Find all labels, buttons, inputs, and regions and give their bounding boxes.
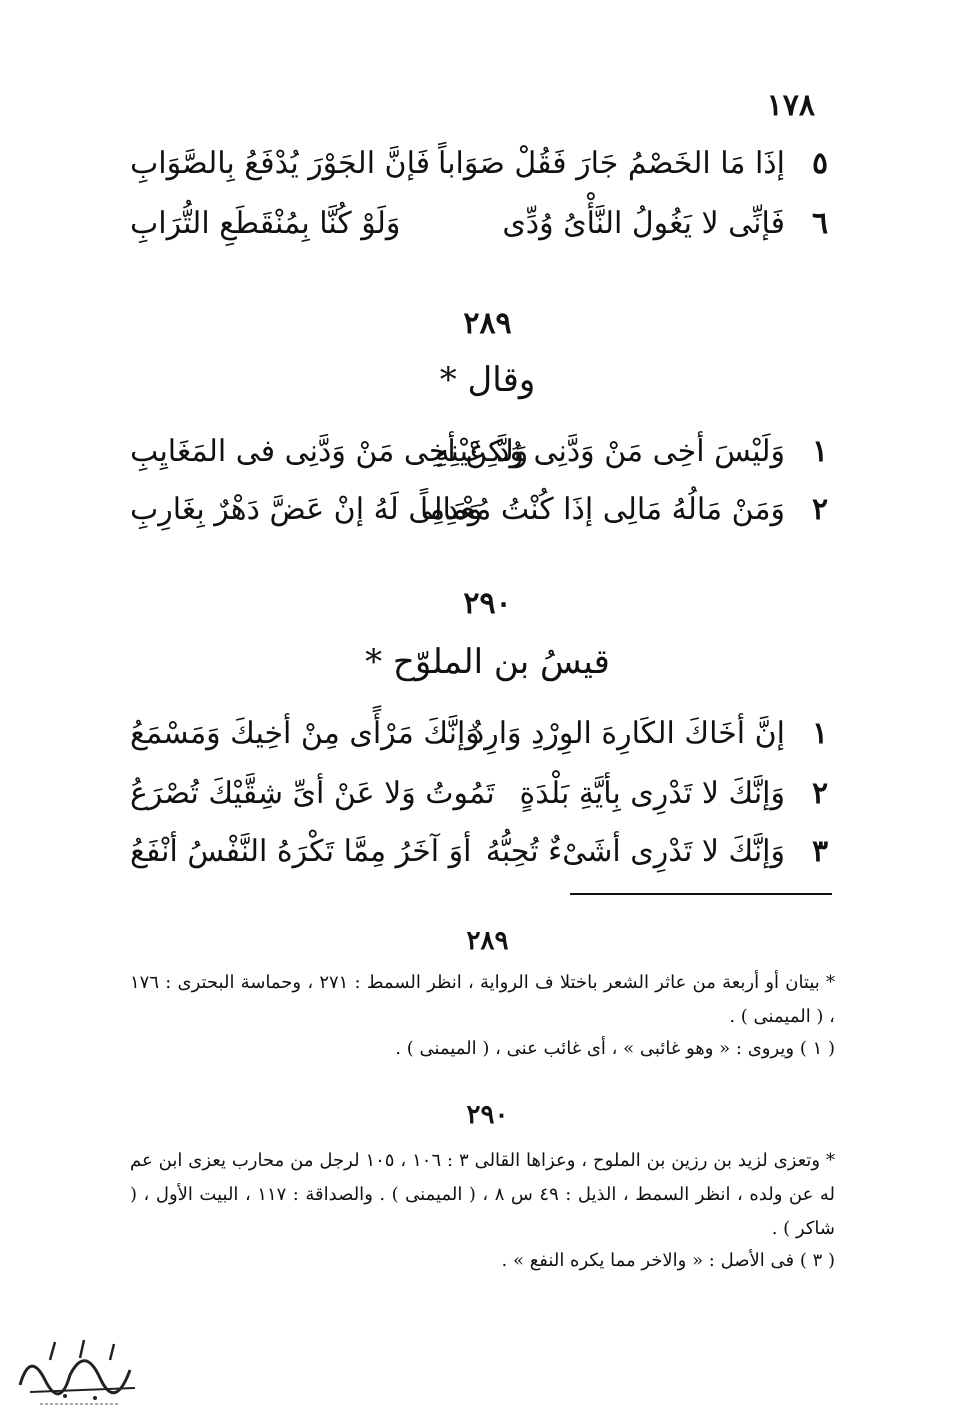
verse-line <box>130 492 835 536</box>
verse-line <box>130 834 835 878</box>
verse-second-hemistich: فَإنَّ الجَوْرَ يُدْفَعُ بِالصَّوَابِ <box>130 146 431 181</box>
footnote-section-number: ٢٨٩ <box>466 926 509 956</box>
footnote-text: * بيتان أو أربعة من عاثر الشعر باختلا ف الرواية ، انظر السمط : ٢٧١ ، وحماسة البحترى : ١٧٦ ، ( الميمنى ) . <box>130 972 836 1027</box>
footnote-section-number: ٢٩٠ <box>466 1100 509 1130</box>
verse-first-hemistich: وَإنَّكَ لا تَدْرِى أشَىْءٌ تُحِبُّهُ <box>485 834 785 869</box>
verse-second-hemistich: تَمُوتُ وَلا عَنْ أىِّ شِقَّيْكَ تُصْرَعُ <box>130 776 495 811</box>
verse-line <box>130 146 835 190</box>
verse-number: ٢ <box>811 776 829 811</box>
section-number: ٢٨٩ <box>463 306 512 341</box>
verse-first-hemistich: إذَا مَا الخَصْمُ جَارَ فَقُلْ صَوَاباً <box>438 146 785 181</box>
verse-number: ٢ <box>811 492 829 527</box>
section-number: ٢٩٠ <box>463 586 512 621</box>
verse-first-hemistich: وَإنَّكَ لا تَدْرِى بِأيَّةِ بَلْدَةٍ <box>519 776 785 811</box>
verse-first-hemistich: فَإنِّى لا يَغُولُ النَّأْىُ وُدِّى <box>502 206 785 241</box>
footnote-divider <box>570 893 832 895</box>
verse-number: ٦ <box>811 206 829 241</box>
section-title: قيسُ بن الملوّح * <box>365 642 610 682</box>
verse-line <box>130 434 835 478</box>
section-title: وقال * <box>439 360 536 400</box>
footnote-text: * وتعزى لزيد بن رزين بن الملوح ، وعزاها القالى ٣ : ١٠٦ ، ١٠٥ لرجل من محارب يعزى ابن عم له عن ولده ، انظر السمط ، الذيل : ٤٩ س ٨ ، ( الميمنى ) . والصداقة : ١١٧ ، البيت الأول ، ( شاكر ) . <box>130 1150 836 1239</box>
verse-first-hemistich: وَمَنْ مَالُهُ مَالِى إذَا كُنْتُ مُعْدِماً <box>419 492 785 527</box>
verse-line <box>130 716 835 760</box>
watermark-logo <box>10 1330 150 1410</box>
verse-second-hemistich: أوَ آخَرُ مِمَّا تَكْرَهُ النَّفْسُ أنْفَعُ <box>130 834 472 869</box>
verse-first-hemistich: إنَّ أخَاكَ الكَارِهَ الوِرْدِ وَارِدٌ <box>470 716 785 751</box>
verse-number: ١ <box>811 434 829 469</box>
verse-second-hemistich: وَلكِنْ أخِى مَنْ وَدَّنِى فى المَغَايِبِ <box>130 434 529 469</box>
verse-first-hemistich: وَلَيْسَ أخِى مَنْ وَدَّنِى وُدَّ عَيْنِهِ <box>434 434 785 469</box>
verse-number: ١ <box>811 716 829 751</box>
verse-second-hemistich: وَإنَّكَ مَرْأًى مِنْ أخِيكَ وَمَسْمَعُ <box>130 716 480 751</box>
footnote-text: ( ١ ) ويروى : « وهو غائبى » ، أى غائب عنى ، ( الميمنى ) . <box>395 1038 835 1059</box>
verse-second-hemistich: وَلَوْ كُنَّا بِمُنْقَطَعِ التُّرَابِ <box>130 206 401 241</box>
verse-second-hemistich: وَمَالِى لَهُ إنْ عَضَّ دَهْرٌ بِغَارِبِ <box>130 492 483 527</box>
page-number: ١٧٨ <box>766 88 815 123</box>
verse-number: ٥ <box>811 146 829 181</box>
verse-line <box>130 776 835 820</box>
verse-line <box>130 206 835 250</box>
verse-number: ٣ <box>811 834 829 869</box>
footnote-text: ( ٣ ) فى الأصل : « والاخر مما يكره النفع » . <box>501 1250 835 1271</box>
